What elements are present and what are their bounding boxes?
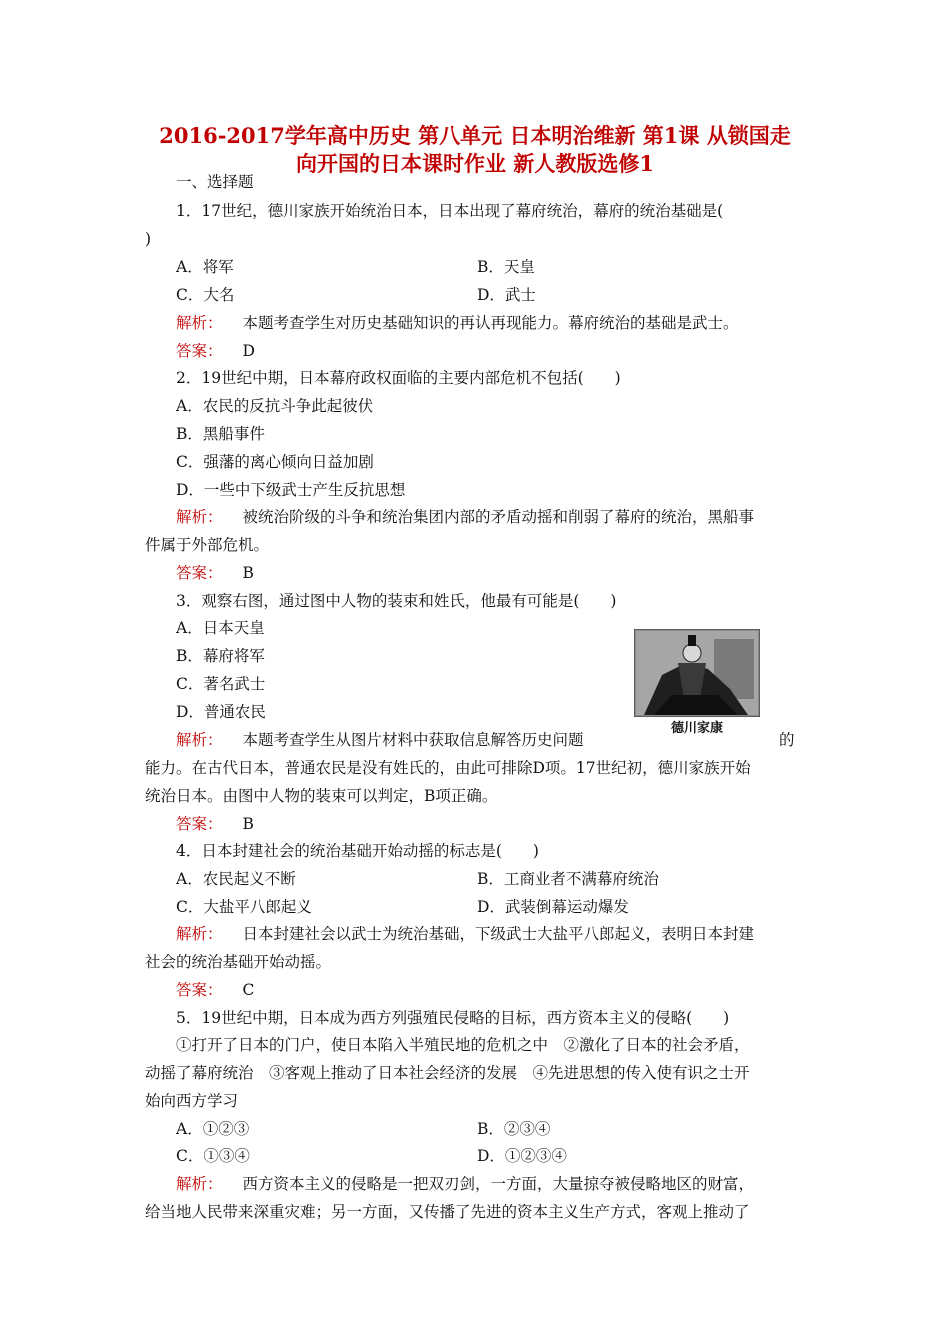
answer-value: D	[242, 342, 255, 360]
portrait-image	[634, 629, 760, 717]
q5-statement-line-2: 动摇了幕府统治 ③客观上推动了日本社会经济的发展 ④先进思想的传入使有识之士开	[145, 1064, 750, 1082]
q1-option-b: B．天皇	[477, 258, 535, 276]
analysis-text: 被统治阶级的斗争和统治集团内部的矛盾动摇和削弱了幕府的统治，黑船事	[242, 508, 755, 526]
q3-option-c: C．著名武士	[176, 675, 266, 693]
document-title	[100, 122, 850, 178]
q4-option-b: B．工商业者不满幕府统治	[477, 870, 659, 888]
q4-stem: 4．日本封建社会的统治基础开始动摇的标志是( )	[176, 842, 539, 860]
q4-analysis	[176, 924, 754, 944]
q3-analysis-cont-1: 能力。在古代日本，普通农民是没有姓氏的，由此可排除D项。17世纪初，德川家族开始	[145, 759, 751, 777]
q5-option-c: C．①③④	[176, 1147, 250, 1165]
analysis-text: 本题考查学生从图片材料中获取信息解答历史问题	[242, 731, 584, 749]
q2-answer	[176, 563, 254, 583]
q2-option-a: A．农民的反抗斗争此起彼伏	[176, 397, 374, 415]
q1-stem: 1．17世纪，德川家族开始统治日本，日本出现了幕府统治，幕府的统治基础是(	[176, 202, 724, 220]
q3-option-a: A．日本天皇	[176, 619, 265, 637]
portrait-caption: 德川家康	[670, 721, 723, 736]
title-line-1: 2016-2017学年高中历史 第八单元 日本明治维新 第1课 从锁国走	[159, 123, 791, 148]
q2-option-b: B．黑船事件	[176, 425, 265, 443]
answer-label: 答案：	[176, 815, 223, 833]
q5-option-a: A．①②③	[176, 1120, 250, 1138]
answer-value: C	[242, 981, 255, 999]
q4-option-c: C．大盐平八郎起义	[176, 898, 312, 916]
analysis-label: 解析：	[176, 314, 223, 332]
answer-label: 答案：	[176, 342, 223, 360]
q5-analysis	[176, 1174, 754, 1194]
analysis-label: 解析：	[176, 925, 223, 943]
analysis-text: 日本封建社会以武士为统治基础，下级武士大盐平八郎起义，表明日本封建	[242, 925, 755, 943]
q5-option-d: D．①②③④	[477, 1147, 567, 1165]
q3-option-d: D．普通农民	[176, 703, 266, 721]
analysis-label: 解析：	[176, 731, 223, 749]
q1-answer	[176, 341, 255, 361]
q4-option-a: A．农民起义不断	[176, 870, 296, 888]
q5-statement-line-3: 始向西方学习	[145, 1092, 239, 1110]
q2-option-c: C．强藩的离心倾向日益加剧	[176, 453, 374, 471]
section-heading: 一、选择题	[176, 173, 254, 191]
q2-option-d: D．一些中下级武士产生反抗思想	[176, 481, 406, 499]
q5-analysis-cont: 给当地人民带来深重灾难；另一方面，又传播了先进的资本主义生产方式，客观上推动了	[145, 1203, 750, 1221]
q1-option-c: C．大名	[176, 286, 235, 304]
analysis-text: 西方资本主义的侵略是一把双刃剑，一方面，大量掠夺被侵略地区的财富，	[242, 1175, 755, 1193]
q5-statement-line-1: ①打开了日本的门户，使日本陷入半殖民地的危机之中 ②激化了日本的社会矛盾，	[176, 1036, 750, 1054]
analysis-text: 本题考查学生对历史基础知识的再认再现能力。幕府统治的基础是武士。	[242, 314, 739, 332]
q4-answer	[176, 980, 254, 1000]
analysis-label: 解析：	[176, 1175, 223, 1193]
q2-analysis-cont: 件属于外部危机。	[145, 536, 270, 554]
q1-stem-end: )	[145, 230, 152, 248]
q1-option-a: A．将军	[176, 258, 234, 276]
q3-option-b: B．幕府将军	[176, 647, 265, 665]
q5-stem: 5．19世纪中期，日本成为西方列强殖民侵略的目标，西方资本主义的侵略( )	[176, 1009, 730, 1027]
q4-option-d: D．武装倒幕运动爆发	[477, 898, 629, 916]
q3-answer	[176, 814, 254, 834]
answer-label: 答案：	[176, 981, 223, 999]
q3-analysis	[176, 730, 584, 750]
answer-value: B	[242, 815, 254, 833]
q1-analysis	[176, 313, 739, 333]
q3-analysis-tail: 的	[779, 731, 795, 749]
q4-analysis-cont: 社会的统治基础开始动摇。	[145, 953, 332, 971]
q5-option-b: B．②③④	[477, 1120, 551, 1138]
q3-stem: 3．观察右图，通过图中人物的装束和姓氏，他最有可能是( )	[176, 592, 617, 610]
q2-analysis	[176, 507, 754, 527]
answer-label: 答案：	[176, 564, 223, 582]
q2-stem: 2．19世纪中期，日本幕府政权面临的主要内部危机不包括( )	[176, 369, 621, 387]
analysis-label: 解析：	[176, 508, 223, 526]
q1-option-d: D．武士	[477, 286, 536, 304]
title-line-2: 向开国的日本课时作业 新人教版选修1	[296, 151, 654, 176]
answer-value: B	[242, 564, 254, 582]
q3-analysis-cont-2: 统治日本。由图中人物的装束可以判定，B项正确。	[145, 787, 498, 805]
